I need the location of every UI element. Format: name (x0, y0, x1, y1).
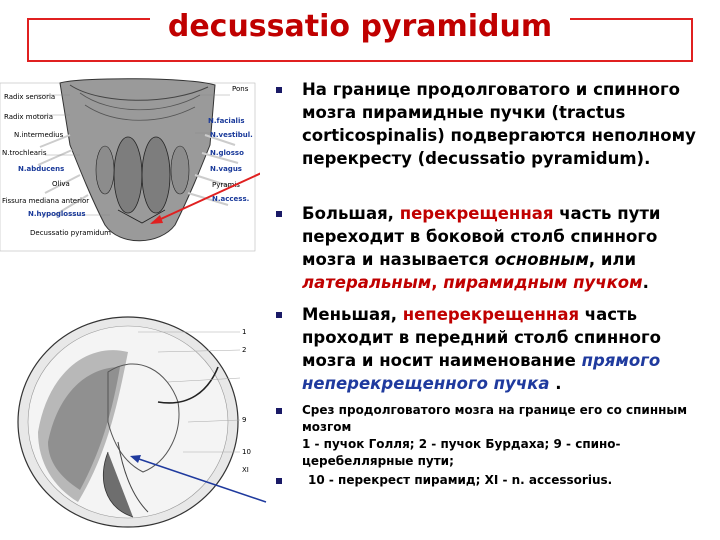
fig1-label-decussatio: Decussatio pyramidum (30, 229, 111, 237)
brainstem-illustration (0, 75, 260, 255)
bullet-marker (276, 211, 282, 217)
bullet-marker (276, 312, 282, 318)
fig1-label-radix-sensoria: Radix sensoria (4, 93, 56, 101)
fig2-label-10: 10 (242, 448, 251, 456)
fig1-label-facialis: N.facialis (208, 117, 245, 125)
bullet-5-text: 10 - перекрест пирамид; XI - n. accessorius. (308, 473, 613, 487)
fig1-label-radix-motoria: Radix motoria (4, 113, 53, 121)
fig1-label-pyramis: Pyramis (212, 181, 240, 189)
bullet-3-text: Меньшая, неперекрещенная часть проходит в передний столб спинного мозга и носит наименование прямого неперекрещенного пучка . (302, 305, 661, 393)
fig2-label-9: 9 (242, 416, 247, 424)
cross-section-illustration (8, 312, 270, 530)
fig1-label-pons: Pons (232, 85, 249, 93)
bullet-marker (276, 87, 282, 93)
fig1-label-fissura: Fissura mediana anterior (2, 197, 90, 205)
fig1-label-oliva: Oliva (52, 180, 70, 188)
bullet-2-text: Большая, перекрещенная часть пути переходит в боковой столб спинного мозга и называется основным, или латеральным, пирамидным пучком. (302, 204, 661, 292)
fig1-label-intermedius: N.intermedius (14, 131, 64, 139)
bullet-4-text: Срез продолговатого мозга на границе его со спинным мозгом 1 - пучок Голля; 2 - пучок Бурдаха; 9 - спино-церебеллярные пути; (302, 403, 688, 468)
fig1-label-hypoglossus: N.hypoglossus (28, 210, 86, 218)
fig1-label-trochlearis: N.trochlearis (2, 149, 47, 157)
fig1-label-access: N.access. (212, 195, 250, 203)
fig2-label-2: 2 (242, 346, 247, 354)
bullet-marker (276, 478, 282, 484)
bullet-1-text: На границе продолговатого и спинного мозга пирамидные пучки (tractus corticospinalis) подвергаются неполному перекресту (decussatio pyramidum). (302, 80, 696, 168)
fig1-label-glosso: N.glosso (210, 149, 244, 157)
bullet-marker (276, 408, 282, 414)
slide-title: decussatio pyramidum (150, 8, 570, 46)
fig2-label-xi: XI (242, 466, 249, 474)
fig1-label-abducens: N.abducens (18, 165, 65, 173)
fig1-label-vestibul: N.vestibul. (210, 131, 253, 139)
fig1-label-vagus: N.vagus (210, 165, 242, 173)
fig2-label-1: 1 (242, 328, 247, 336)
